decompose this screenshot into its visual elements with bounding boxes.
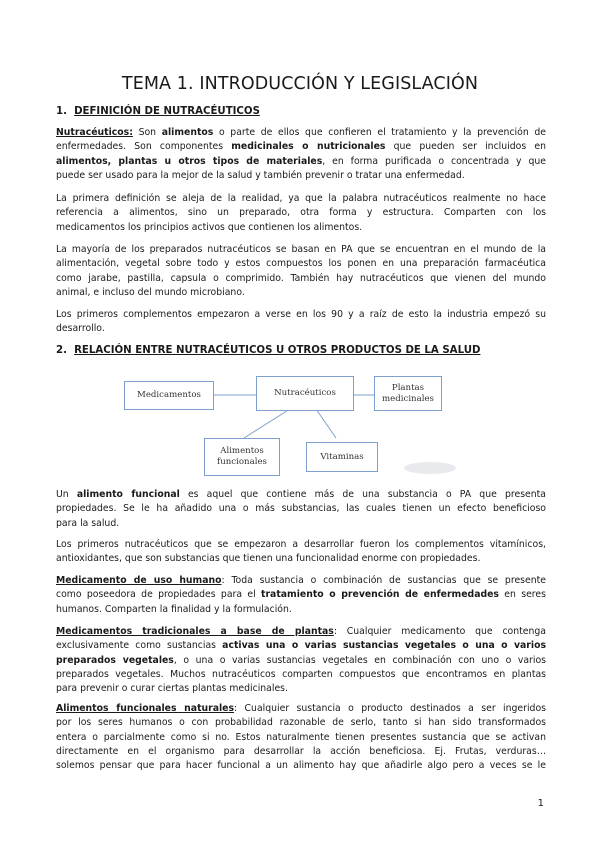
text-line: medicamentos los principios activos que contienen los alimentos. — [56, 221, 363, 233]
box-alimentos-funcionales — [204, 438, 280, 476]
text: , en forma purificada o concentrada y que — [322, 155, 546, 167]
text-line: La mayoría de los preparados nutracéuticos se basan en PA que se encuentran en el mundo de la — [56, 244, 546, 255]
text-line: para prevenir o curar ciertas plantas medicinales. — [56, 683, 288, 695]
box-plantas-medicinales — [374, 376, 442, 411]
section-number: 1. — [56, 106, 67, 117]
relationship-diagram — [120, 368, 480, 480]
box-nutraceuticos — [256, 376, 354, 411]
term-alimentos-funcionales: Alimentos funcionales naturales — [56, 703, 235, 714]
text-line: solemos pensar que para hacer funcional a un alimento hay que añadirle algo pero a veces se le — [56, 760, 546, 772]
paragraph-complementos — [56, 308, 546, 337]
text-line: antioxidantes, que son substancias que tienen una funcionalidad enorme con propiedades. — [56, 553, 481, 565]
bold-text: alimentos — [161, 127, 214, 138]
text-line: directamente en el organismo para desarrollar la acción beneficiosa. Ej. Frutas, verduras… — [56, 745, 546, 757]
text: exclusivamente como sustancias — [56, 640, 223, 652]
text: puede ser usado para la mejor de la salud y también prevenir o tratar una enfermedad. — [56, 169, 465, 181]
text: : Toda sustancia o combinación de sustancias que se presente — [221, 575, 546, 586]
section-title: RELACIÓN ENTRE NUTRACÉUTICOS U OTROS PRODUCTOS DE LA SALUD — [74, 345, 481, 356]
box-label: Medicamentos — [137, 390, 201, 400]
box-label: Vitaminas — [320, 451, 364, 462]
text-line: desarrollo. — [56, 323, 105, 335]
text: Un — [56, 489, 77, 500]
text-line: por los seres humanos o con probabilidad razonable de serlo, tanto si han sido transformados — [56, 717, 546, 729]
bold-text: preparados vegetales — [56, 654, 174, 666]
section-heading-1 — [56, 106, 260, 117]
text: o parte de ellos que confieren el tratamiento y la prevención de — [213, 127, 546, 138]
paragraph-alimento-funcional — [56, 488, 546, 531]
page-title: TEMA 1. INTRODUCCIÓN Y LEGISLACIÓN — [121, 74, 479, 94]
text-line: preparados vegetales. Muchos nutracéuticos comparten compuestos que encontramos en plantas — [56, 668, 546, 680]
term-nutraceuticos: Nutracéuticos: — [56, 127, 133, 138]
bold-text: alimentos, plantas u otros tipos de materiales — [56, 155, 323, 167]
bold-text: activas una o varias sustancias vegetales o una o varios — [222, 640, 546, 652]
paragraph-medicamentos-tradicionales — [56, 625, 546, 696]
text-line: animal, e incluso del mundo microbiano. — [56, 286, 245, 298]
page-number: 1 — [537, 798, 544, 809]
paragraph-preparados — [56, 243, 546, 300]
section-heading-2 — [56, 345, 480, 356]
box-label: funcionales — [217, 457, 267, 467]
text-line: referencia a alimentos, sino un preparado, otra forma y estructura. Comparten con los — [56, 207, 546, 219]
section-number: 2. — [56, 345, 67, 356]
text-line: Los primeros complementos empezaron a verse en los 90 y a raíz de esto la industria empezó su — [56, 309, 546, 320]
paragraph-medicamento-uso-humano — [56, 574, 546, 617]
text-line: para la salud. — [56, 517, 120, 529]
text-line: Los primeros nutracéuticos que se empezaron a desarrollar fueron los complementos vitamínicos, — [56, 539, 546, 550]
box-label: Nutracéuticos — [274, 388, 336, 398]
box-label: Plantas — [391, 382, 425, 393]
text: como poseedora de propiedades para el — [56, 589, 262, 601]
text-line: entera o parcialmente como si no. Estos naturalmente tienen presentes sustancia que se activan — [56, 731, 546, 743]
box-medicamentos — [124, 381, 214, 410]
connector-vitaminas — [316, 409, 336, 438]
text-line: como jarabe, pastilla, capsula o comprimido. También hay nutracéuticos que vienen del mundo — [56, 272, 546, 284]
section-title: DEFINICIÓN DE NUTRACÉUTICOS — [74, 106, 260, 117]
box-label: Alimentos — [220, 446, 264, 456]
term-medicamento: Medicamento de uso humano — [56, 575, 222, 586]
term-medicamentos-tradicionales: Medicamentos tradicionales a base de plantas — [56, 626, 334, 637]
paragraph-alimentos-funcionales-naturales — [56, 702, 546, 773]
paragraph-definition-note — [56, 192, 546, 235]
text: : Cualquier sustancia o producto destinados a ser ingeridos — [234, 703, 546, 714]
text: , o una o varias sustancias vegetales en combinación con uno o varios — [173, 654, 546, 666]
text: enfermedades. Son componentes — [56, 141, 232, 153]
connector-alimentos — [244, 409, 290, 438]
text: : Cualquier medicamento que contenga — [333, 626, 546, 637]
paragraph-primeros-nutraceuticos — [56, 538, 546, 567]
paragraph-nutraceuticos-definition — [56, 126, 546, 183]
text: es aquel que contiene más de una substancia o PA que presenta — [179, 489, 546, 500]
box-vitaminas — [306, 442, 378, 472]
text: en seres — [498, 589, 546, 601]
bold-text: alimento funcional — [76, 489, 180, 500]
bold-text: tratamiento o prevención de enfermedades — [261, 589, 499, 601]
decorative-shape — [404, 462, 456, 474]
text-line: alimentación, vegetal sobre todo y estos compuestos los ponen en una preparación farmacéutica — [56, 258, 546, 270]
text-line: La primera definición se aleja de la realidad, ya que la palabra nutracéuticos realmente no hace — [56, 193, 546, 204]
text: Son — [132, 127, 162, 138]
text: que pueden ser incluidos en — [385, 141, 546, 153]
text-line: propiedades. Se le ha añadido una o más substancias, las cuales tienen un efecto beneficioso — [56, 503, 546, 515]
bold-text: medicinales o nutricionales — [231, 141, 386, 153]
text-line: humanos. Comparten la finalidad y la formulación. — [56, 603, 292, 615]
box-label: medicinales — [382, 393, 434, 404]
